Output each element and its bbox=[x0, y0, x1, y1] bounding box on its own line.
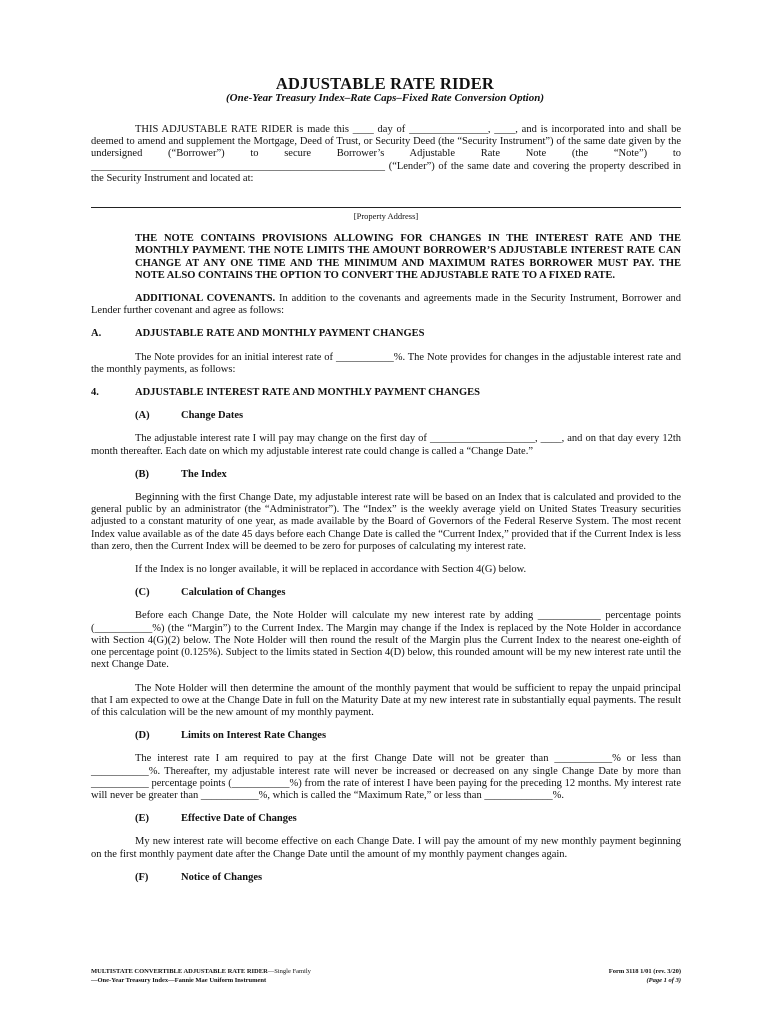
additional-covenants-paragraph bbox=[91, 293, 681, 317]
additional-covenants-text: In addition to the covenants and agreements made in the Security Instrument, Borrower and Lender further covenant and agree as follows: bbox=[91, 293, 681, 317]
subsection-a-title: Change Dates bbox=[181, 410, 244, 422]
additional-covenants-lead: ADDITIONAL COVENANTS. bbox=[135, 293, 276, 305]
footer-form-title bbox=[91, 967, 311, 985]
subsection-f-heading bbox=[135, 872, 681, 884]
subsection-f-label: (F) bbox=[135, 871, 149, 883]
subsection-d-label: (D) bbox=[135, 730, 150, 742]
subsection-c-title: Calculation of Changes bbox=[181, 587, 286, 599]
section-4-title: ADJUSTABLE INTEREST RATE AND MONTHLY PAYMENT CHANGES bbox=[135, 387, 481, 399]
subsection-e-label: (E) bbox=[135, 813, 149, 825]
property-address-label: [Property Address] bbox=[353, 211, 419, 222]
section-a-heading bbox=[91, 328, 681, 340]
subsection-c-heading bbox=[135, 587, 681, 599]
subsection-b-label: (B) bbox=[135, 468, 149, 480]
footer-form-id: Form 3118 1/01 (rev. 3/20) bbox=[608, 968, 681, 975]
subsection-a-paragraph: The adjustable interest rate I will pay may change on the first day of ____________________, ____, and on that day every 12th month thereafter. Each date on which my adjustable interest rate could change is called a “Change Date.” bbox=[91, 433, 681, 457]
footer-form-type: —Single Family bbox=[267, 968, 311, 975]
footer-form-number bbox=[520, 967, 681, 985]
subsection-b-paragraph-1: Beginning with the first Change Date, my adjustable interest rate will be based on an Index that is calculated and provided to the general public by an administrator (the “Administrator”). The “Index” is the weekly average yield on United States Treasury securities adjusted to a constant maturity of one year, as made available by the Board of Governors of the Federal Reserve System. The most recent Index value available as of the date 45 days before each Change Date is called the “Current Index,” provided that if the Current Index is less than zero, then the Current Index will be deemed to be zero for purposes of calculating my interest rate. bbox=[91, 492, 681, 552]
footer-line-2: —One-Year Treasury Index—Fannie Mae Uniform Instrument bbox=[91, 977, 267, 984]
subsection-b-title: The Index bbox=[181, 468, 227, 480]
section-a-number: A. bbox=[91, 328, 102, 340]
section-a-paragraph: The Note provides for an initial interest rate of ___________%. The Note provides for changes in the adjustable interest rate and the monthly payments, as follows: bbox=[91, 351, 681, 375]
intro-paragraph: THIS ADJUSTABLE RATE RIDER is made this ____ day of _______________, ____, and is incorporated into and shall be deemed to amend and supplement the Mortgage, Deed of Trust, or Security Deed (the “Security Instrument”) of the same date given by the undersigned (“Borrower”) to secure Borrower’s Adjustable Rate Note (the “Note”) to ________________________________________________________ (“Lender”) of the same date and covering the property described in the Security Instrument and located at: bbox=[91, 124, 681, 184]
footer-line-1 bbox=[91, 967, 311, 976]
document-body bbox=[91, 124, 681, 884]
subsection-e-title: Effective Date of Changes bbox=[181, 813, 297, 825]
subsection-c-paragraph-1: Before each Change Date, the Note Holder will calculate my new interest rate by adding ____________ percentage points (___________%) (the “Margin”) to the Current Index. The Margin may change if the Index is replaced by the Note Holder in accordance with Section 4(G)(2) below. The Note Holder will then round the result of the Margin plus the Current Index to the nearest one-eighth of one percentage point (0.125%). Subject to the limits stated in Section 4(D) below, this rounded amount will be my new interest rate until the next Change Date. bbox=[91, 610, 681, 671]
rate-change-notice: THE NOTE CONTAINS PROVISIONS ALLOWING FOR CHANGES IN THE INTEREST RATE AND THE MONTHLY PAYMENT. THE NOTE LIMITS THE AMOUNT BORROWER’S ADJUSTABLE INTEREST RATE CAN CHANGE AT ANY ONE TIME AND THE MINIMUM AND MAXIMUM RATES BORROWER MUST PAY. THE NOTE ALSO CONTAINS THE OPTION TO CONVERT THE ADJUSTABLE RATE TO A FIXED RATE. bbox=[135, 233, 681, 281]
subsection-f-title: Notice of Changes bbox=[181, 871, 263, 883]
subsection-c-paragraph-2: The Note Holder will then determine the amount of the monthly payment that would be sufficient to repay the unpaid principal that I am expected to owe at the Change Date in full on the Maturity Date at my new interest rate in substantially equal payments. The result of this calculation will be the new amount of my monthly payment. bbox=[91, 682, 681, 718]
section-4-number: 4. bbox=[91, 387, 99, 399]
footer-form-name: MULTISTATE CONVERTIBLE ADJUSTABLE RATE RIDER bbox=[91, 968, 268, 975]
subsection-a-label: (A) bbox=[135, 410, 150, 422]
subsection-e-heading bbox=[135, 813, 681, 825]
section-a-title: ADJUSTABLE RATE AND MONTHLY PAYMENT CHANGES bbox=[135, 328, 425, 340]
subsection-d-paragraph: The interest rate I am required to pay at the first Change Date will not be greater than ___________% or less than ___________%. Thereafter, my adjustable interest rate will never be increased or decreased on any single Change Date by more than ___________ percentage points (___________%) from the rate of interest I have been paying for the preceding 12 months. My interest rate will never be greater than ___________%, which is called the “Maximum Rate,” or less than _____________%. bbox=[91, 753, 681, 801]
property-address-line bbox=[91, 195, 681, 208]
subsection-b-paragraph-2: If the Index is no longer available, it will be replaced in accordance with Section 4(G) below. bbox=[135, 564, 527, 576]
section-4-heading bbox=[91, 387, 681, 399]
subsection-d-title: Limits on Interest Rate Changes bbox=[181, 730, 327, 742]
document-title: ADJUSTABLE RATE RIDER bbox=[275, 74, 495, 93]
subsection-d-heading bbox=[135, 730, 681, 742]
subsection-e-paragraph: My new interest rate will become effective on each Change Date. I will pay the amount of my new monthly payment beginning on the first monthly payment date after the Change Date until the amount of my monthly payment changes again. bbox=[91, 836, 681, 860]
document-subtitle: (One-Year Treasury Index–Rate Caps–Fixed Rate Conversion Option) bbox=[226, 92, 544, 104]
subsection-b-heading bbox=[135, 469, 681, 481]
subsection-a-heading bbox=[135, 410, 681, 422]
subsection-c-label: (C) bbox=[135, 587, 150, 599]
footer-page-number: (Page 1 of 3) bbox=[646, 977, 681, 984]
